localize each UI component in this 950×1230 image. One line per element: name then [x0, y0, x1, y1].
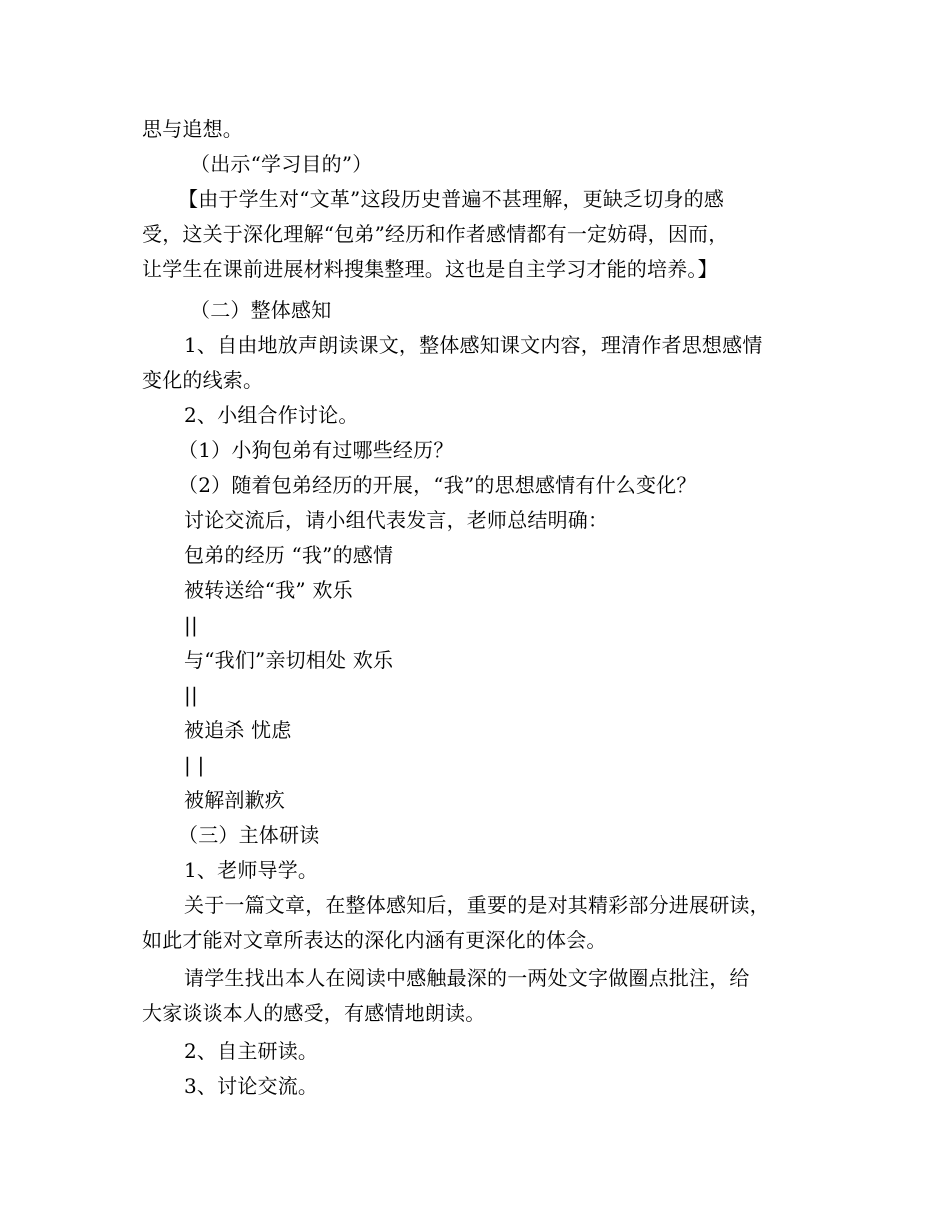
- text-line: 思与追想。: [142, 117, 243, 141]
- text-line: 被转送给“我” 欢乐: [184, 578, 353, 602]
- text-line: 关于一篇文章，在整体感知后，重要的是对其精彩部分进展研读，: [184, 893, 770, 917]
- text-line: 2、小组合作讨论。: [184, 403, 359, 427]
- text-line: ||: [184, 683, 198, 707]
- text-line: 与“我们”亲切相处 欢乐: [184, 648, 394, 672]
- section-heading: （三）主体研读: [178, 823, 320, 847]
- text-line: 大家谈谈本人的感受，有感情地朗读。: [142, 1001, 486, 1025]
- text-line: 受，这关于深化理解“包弟”经历和作者感情都有一定妨碍，因而，: [142, 222, 729, 246]
- text-line: 1、自由地放声朗读课文，整体感知课文内容，理清作者思想感情: [184, 333, 763, 357]
- text-line: 变化的线索。: [142, 368, 264, 392]
- text-line: （1）小狗包弟有过哪些经历？: [178, 438, 454, 462]
- text-line: 讨论交流后，请小组代表发言，老师总结明确：: [184, 508, 609, 532]
- text-line: 【由于学生对“文革”这段历史普遍不甚理解，更缺乏切身的感: [178, 187, 725, 211]
- text-line: 1、老师导学。: [184, 858, 319, 882]
- text-line: （出示“学习目的”）: [190, 152, 373, 176]
- text-line: 如此才能对文章所表达的深化内涵有更深化的体会。: [142, 928, 607, 952]
- text-line: （2）随着包弟经历的开展，“我”的思想感情有什么变化？: [178, 473, 697, 497]
- text-line: 被解剖歉疚: [184, 788, 285, 812]
- section-heading: （二）整体感知: [190, 298, 332, 322]
- text-line: 3、讨论交流。: [184, 1074, 319, 1098]
- text-line: 请学生找出本人在阅读中感触最深的一两处文字做圈点批注，给: [184, 966, 750, 990]
- text-line: 让学生在课前进展材料搜集整理。这也是自主学习才能的培养。】: [142, 257, 718, 281]
- text-line: 被追杀 忧虑: [184, 718, 292, 742]
- text-line: | |: [184, 753, 205, 777]
- text-line: ||: [184, 613, 198, 637]
- text-line: 包弟的经历 “我”的感情: [184, 543, 394, 567]
- text-line: 2、自主研读。: [184, 1039, 319, 1063]
